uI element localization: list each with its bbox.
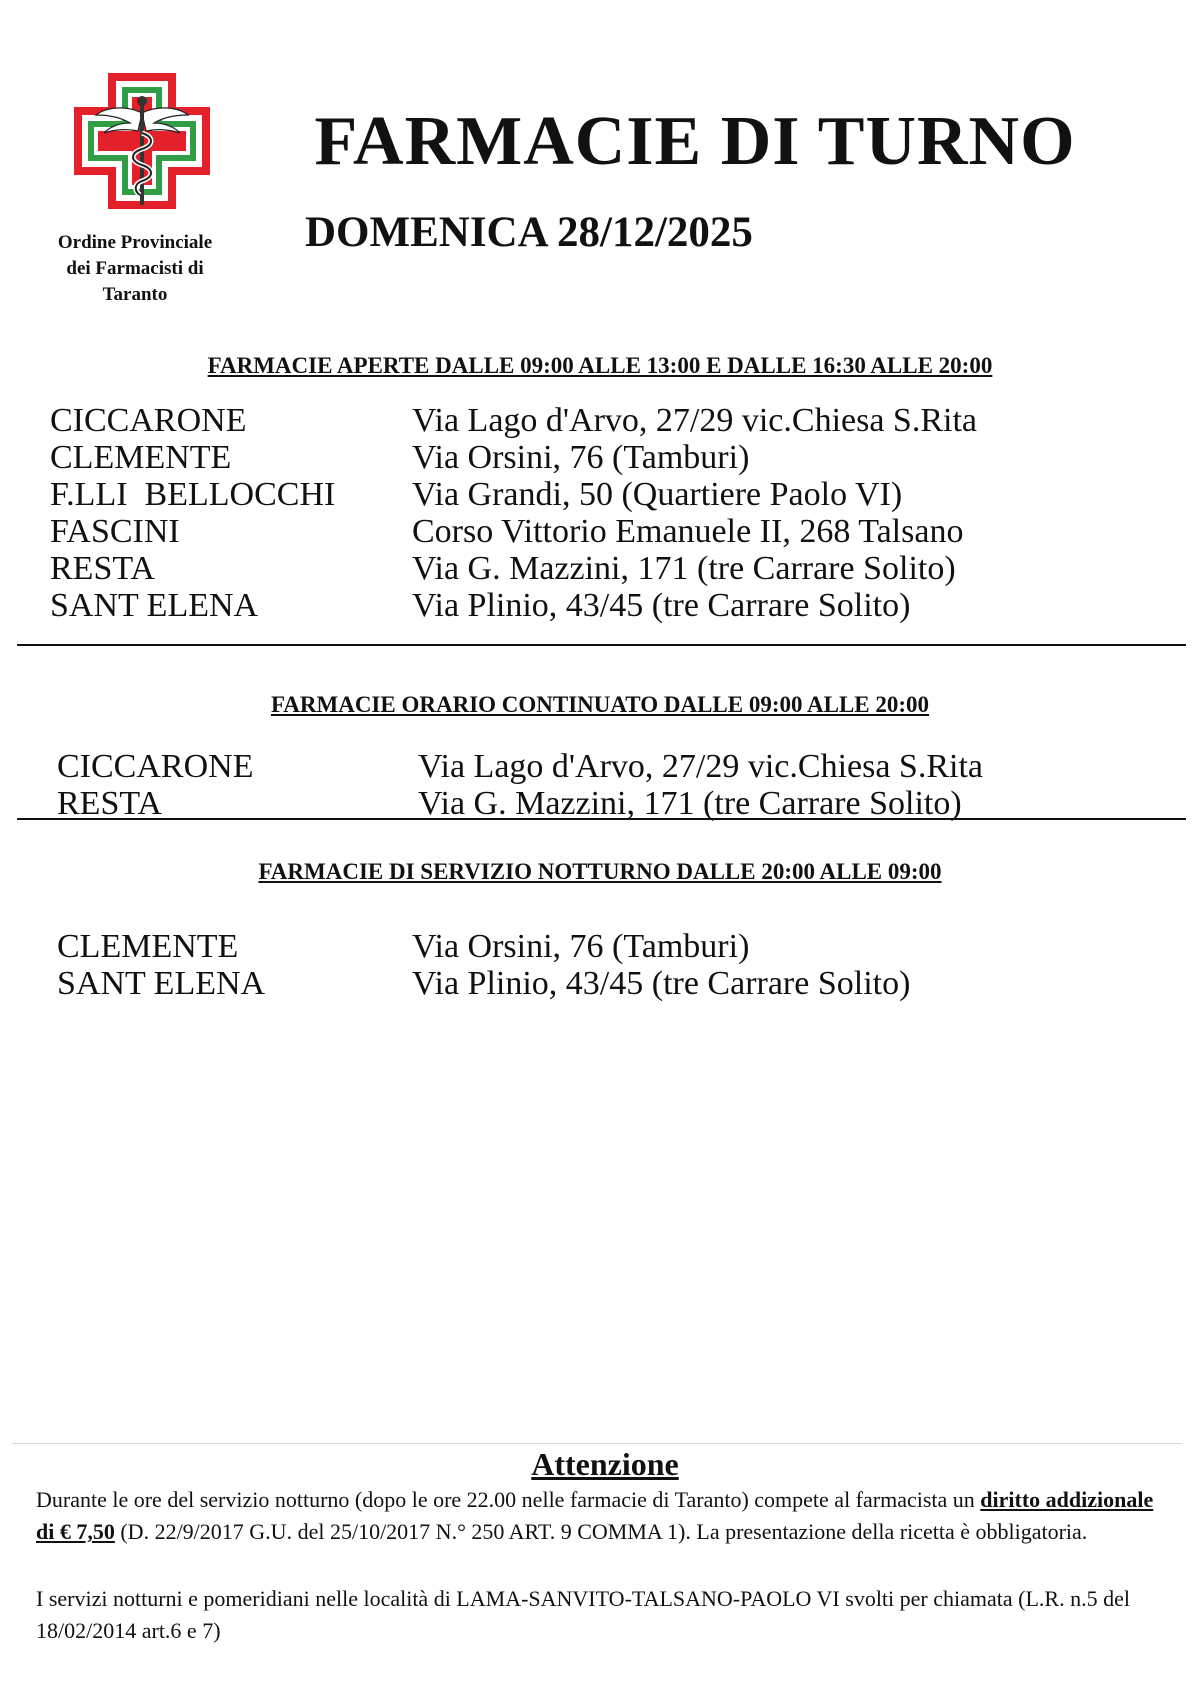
pharmacy-list-daytime bbox=[50, 402, 1170, 624]
pharmacy-address: Via Plinio, 43/45 (tre Carrare Solito) bbox=[412, 965, 911, 1002]
pharmacy-address: Corso Vittorio Emanuele II, 268 Talsano bbox=[412, 513, 964, 550]
pharmacy-address: Via Orsini, 76 (Tamburi) bbox=[412, 928, 750, 965]
pharmacy-row bbox=[50, 550, 1170, 587]
pharmacy-list-night bbox=[57, 928, 1177, 1002]
pharmacy-address: Via Lago d'Arvo, 27/29 vic.Chiesa S.Rita bbox=[412, 402, 978, 439]
pharmacy-address: Via Lago d'Arvo, 27/29 vic.Chiesa S.Rita bbox=[418, 748, 984, 785]
notice-text: (D. 22/9/2017 G.U. del 25/10/2017 N.° 250 ART. 9 COMMA 1). La presentazione della ricetta è obbligatoria. bbox=[114, 1519, 1088, 1544]
pharmacy-name: CICCARONE bbox=[57, 748, 254, 785]
notice-fee-highlight: diritto addizionale di € 7,50 bbox=[36, 1487, 1154, 1544]
pharmacy-name: CICCARONE bbox=[50, 402, 247, 439]
org-name-line: Ordine Provinciale bbox=[57, 232, 213, 253]
section-heading-continuous: FARMACIE ORARIO CONTINUATO DALLE 09:00 ALLE 20:00 bbox=[270, 692, 930, 717]
page-date: DOMENICA 28/12/2025 bbox=[305, 209, 753, 256]
organization-name bbox=[30, 230, 240, 308]
pharmacy-address: Via Grandi, 50 (Quartiere Paolo VI) bbox=[412, 476, 903, 513]
pharmacy-name: RESTA bbox=[50, 550, 155, 587]
org-name-line: dei Farmacisti di bbox=[66, 258, 204, 279]
pharmacy-row bbox=[50, 476, 1170, 513]
section-divider bbox=[17, 644, 1186, 646]
pharmacy-row bbox=[57, 748, 1177, 785]
pharmacy-row bbox=[57, 928, 1177, 965]
notice-text: Durante le ore del servizio notturno (dopo le ore 22.00 nelle farmacie di Taranto) compete al farmacista un bbox=[36, 1487, 981, 1512]
pharmacy-cross-caduceus-icon bbox=[74, 73, 210, 209]
pharmacy-list-continuous bbox=[57, 748, 1177, 822]
pharmacy-address: Via G. Mazzini, 171 (tre Carrare Solito) bbox=[418, 785, 962, 822]
pharmacy-name: SANT ELENA bbox=[57, 965, 266, 1002]
pharmacy-name: CLEMENTE bbox=[57, 928, 239, 965]
pharmacy-address: Via Plinio, 43/45 (tre Carrare Solito) bbox=[412, 587, 911, 624]
pharmacy-name: F.LLI BELLOCCHI bbox=[50, 476, 336, 513]
notice-paragraph bbox=[36, 1484, 1176, 1548]
pharmacy-address: Via G. Mazzini, 171 (tre Carrare Solito) bbox=[412, 550, 956, 587]
section-heading-night: FARMACIE DI SERVIZIO NOTTURNO DALLE 20:00 ALLE 09:00 bbox=[258, 859, 942, 884]
notice-title: Attenzione bbox=[531, 1446, 679, 1482]
pharmacy-row bbox=[50, 587, 1170, 624]
org-name-line: Taranto bbox=[102, 284, 168, 305]
pharmacy-row bbox=[57, 785, 1177, 822]
notice-text: I servizi notturni e pomeridiani nelle località di LAMA-SANVITO-TALSANO-PAOLO VI svolti per chiamata (L.R. n.5 del 18/02/2014 art.6 e 7) bbox=[36, 1586, 1130, 1643]
pharmacy-row bbox=[50, 439, 1170, 476]
pharmacy-name: FASCINI bbox=[50, 513, 180, 550]
page-title: FARMACIE DI TURNO bbox=[314, 103, 1076, 180]
pharmacy-name: RESTA bbox=[57, 785, 162, 822]
section-heading-daytime: FARMACIE APERTE DALLE 09:00 ALLE 13:00 E DALLE 16:30 ALLE 20:00 bbox=[207, 353, 993, 378]
pharmacy-address: Via Orsini, 76 (Tamburi) bbox=[412, 439, 750, 476]
pharmacy-name: SANT ELENA bbox=[50, 587, 259, 624]
pharmacy-name: CLEMENTE bbox=[50, 439, 232, 476]
section-divider bbox=[17, 818, 1186, 820]
notice-paragraph bbox=[36, 1583, 1176, 1647]
pharmacy-row bbox=[50, 402, 1170, 439]
pharmacy-row bbox=[57, 965, 1177, 1002]
pharmacy-row bbox=[50, 513, 1170, 550]
